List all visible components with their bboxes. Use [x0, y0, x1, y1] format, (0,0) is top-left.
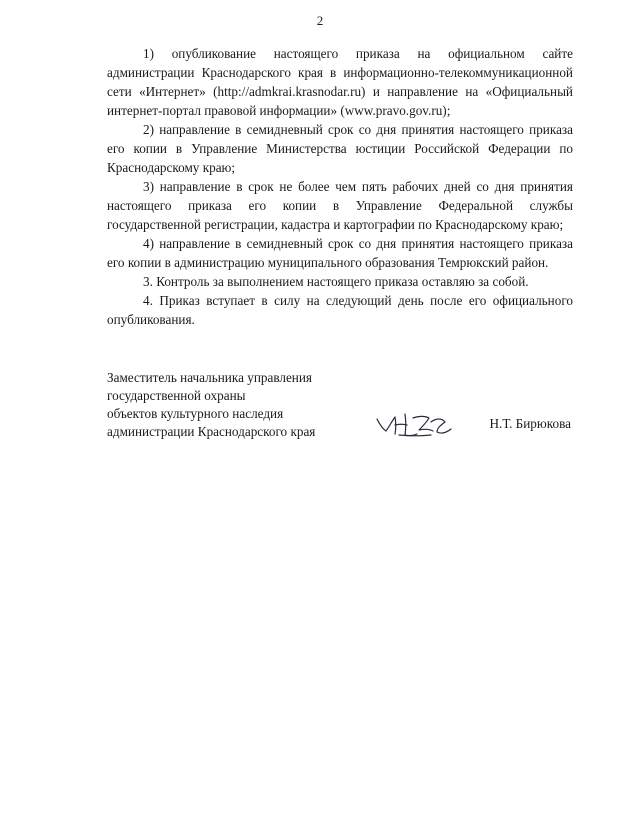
paragraph-control: 3. Контроль за выполнением настоящего приказа оставляю за собой. [143, 274, 529, 289]
signer-position-line: администрации Краснодарского края [107, 424, 316, 439]
paragraph-temryuk-district: 4) направление в семидневный срок со дня принятия настоящего приказа его копии в администрацию муниципального образования Темрюкский район. [107, 236, 573, 270]
paragraph-publication: 1) опубликование настоящего приказа на официальном сайте администрации Краснодарского края в информационно-телекоммуникационной сети «Интернет» (http://admkrai.krasnodar.ru) и направление на «Официальный интернет-портал правовой информации» (www.pravo.gov.ru); [107, 46, 573, 118]
paragraph-rosreestr: 3) направление в срок не более чем пять рабочих дней со дня принятия настоящего приказа его копии в Управление Федеральной службы государственной регистрации, кадастра и картографии по Краснодарскому краю; [107, 179, 573, 232]
paragraph-entry-into-force: 4. Приказ вступает в силу на следующий день после его официального опубликования. [107, 293, 573, 327]
signature-block [107, 369, 573, 439]
signer-position-line: Заместитель начальника управления [107, 370, 312, 385]
signer-position-line: государственной охраны [107, 388, 246, 403]
signer-position-line: объектов культурного наследия [107, 406, 284, 421]
paragraph-ministry-of-justice: 2) направление в семидневный срок со дня принятия настоящего приказа его копии в Управление Министерства юстиции Российской Федерации по Краснодарскому краю; [107, 122, 573, 175]
document-body [107, 44, 573, 329]
page-number: 2 [316, 13, 324, 28]
signer-name: Н.Т. Бирюкова [489, 416, 571, 431]
handwritten-signature [375, 412, 455, 438]
